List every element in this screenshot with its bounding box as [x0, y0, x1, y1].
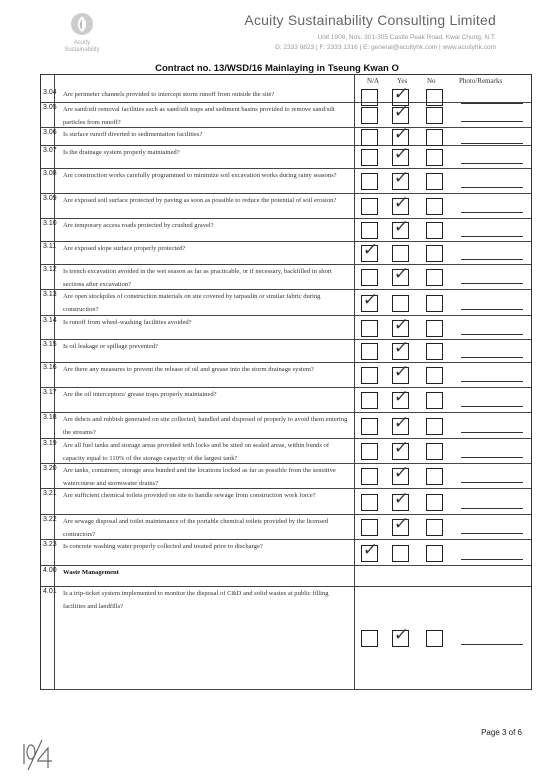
checklist-row [41, 339, 531, 363]
remarks-field[interactable] [461, 406, 523, 407]
check-mark-icon: ✓ [392, 413, 410, 433]
checkbox-na[interactable] [361, 222, 378, 239]
item-number: 3.04 [43, 89, 57, 96]
checklist-row [41, 168, 531, 194]
item-question: Are all fuel tanks and storage areas provided with locks and be sited on sealed areas, within bunds of capacity equal to 110% of the storage capacity of the largest tank? [63, 442, 330, 462]
checkbox-na[interactable] [361, 343, 378, 360]
remarks-field[interactable] [461, 357, 523, 358]
checkbox-yes[interactable] [392, 545, 409, 562]
item-question: Is concrete washing water properly collected and treated prior to discharge? [63, 543, 263, 550]
checkbox-no[interactable] [426, 222, 443, 239]
logo-text: Acuity Sustainability [64, 40, 100, 53]
item-number: 3.20 [43, 465, 57, 472]
remarks-field[interactable] [461, 309, 523, 310]
item-number: 3.09 [43, 195, 57, 202]
checklist-row [41, 102, 531, 128]
page-number: Page 3 of 6 [481, 728, 522, 737]
item-question: Are there any measures to prevent the release of oil and grease into the storm drainage system? [63, 366, 314, 373]
item-number: 3.08 [43, 170, 57, 177]
remarks-field[interactable] [461, 533, 523, 534]
section-row [41, 565, 531, 587]
checkbox-na[interactable] [361, 519, 378, 536]
item-question: Are sufficient chemical toilets provided on site to handle sewage from construction work force? [63, 492, 316, 499]
item-number: 3.07 [43, 147, 57, 154]
checklist-row [41, 124, 531, 146]
checklist-row [41, 241, 531, 265]
remarks-field[interactable] [461, 143, 523, 144]
checkbox-na[interactable] [361, 468, 378, 485]
item-number: 3.22 [43, 516, 57, 523]
checkbox-no[interactable] [426, 519, 443, 536]
checkbox-na[interactable] [361, 392, 378, 409]
check-mark-icon: ✓ [392, 217, 410, 237]
checkbox-no[interactable] [426, 468, 443, 485]
item-question: Are debris and rubbish generated on site collected, handled and disposed of properly to avoid them entering the streams? [63, 416, 348, 436]
checkbox-na[interactable] [361, 494, 378, 511]
item-question: Are open stockpiles of construction materials on site covered by tarpaulin or similar fabric during construction? [63, 293, 321, 313]
remarks-field[interactable] [461, 259, 523, 260]
remarks-field[interactable] [461, 121, 523, 122]
checkbox-na[interactable] [361, 418, 378, 435]
checkbox-no[interactable] [426, 107, 443, 124]
item-number: 3.13 [43, 291, 57, 298]
item-number: 3.23 [43, 541, 57, 548]
item-question: Are construction works carefully programmed to minimize soil excavation works during rainy seasons? [63, 172, 337, 179]
checkbox-no[interactable] [426, 149, 443, 166]
handwritten-note [18, 734, 58, 774]
check-mark-icon: ✓ [392, 438, 410, 458]
checkbox-na[interactable] [361, 198, 378, 215]
company-address [275, 33, 496, 53]
checkbox-na[interactable] [361, 149, 378, 166]
item-question: Is a trip-ticket system implemented to monitor the disposal of C&D and solid wastes at public filling facilities and landfills? [63, 590, 329, 610]
check-mark-icon: ✓ [392, 338, 410, 358]
checkbox-no[interactable] [426, 320, 443, 337]
check-mark-icon: ✓ [392, 124, 410, 144]
checklist-row [41, 315, 531, 340]
checkbox-na[interactable] [361, 630, 378, 647]
check-mark-icon: ✓ [392, 144, 410, 164]
remarks-field[interactable] [461, 644, 523, 645]
checklist-row [41, 264, 531, 290]
company-logo [60, 10, 104, 56]
item-question: Are temporary access roads protected by crushed gravel? [63, 222, 214, 229]
item-question: Is the drainage system properly maintained? [63, 149, 180, 156]
checklist-row [41, 84, 531, 104]
column-header-yes: Yes [397, 77, 408, 85]
check-mark-icon: ✓ [392, 387, 410, 407]
item-number: 3.15 [43, 341, 57, 348]
check-mark-icon: ✓ [361, 540, 379, 560]
remarks-field[interactable] [461, 334, 523, 335]
check-mark-icon: ✓ [392, 362, 410, 382]
item-number: 4.01 [43, 588, 57, 595]
checklist-row [41, 438, 531, 464]
item-number: 3.19 [43, 440, 57, 447]
item-question: Is trench excavation avoided in the wet season as far as practicable, or if necessary, backfilled in short sections after excavation? [63, 268, 332, 288]
checklist-row [41, 145, 531, 169]
checkbox-na[interactable] [361, 107, 378, 124]
checklist-row [41, 488, 531, 515]
checkbox-no[interactable] [426, 367, 443, 384]
item-number: 3.12 [43, 266, 57, 273]
contract-title: Contract no. 13/WSD/16 Mainlaying in Tseung Kwan O [155, 63, 399, 74]
item-number: 3.05 [43, 104, 57, 111]
check-mark-icon: ✓ [392, 625, 410, 645]
checklist-table [40, 74, 532, 690]
checklist-row [41, 412, 531, 439]
remarks-field[interactable] [461, 457, 523, 458]
item-number: 3.10 [43, 220, 57, 227]
check-mark-icon: ✓ [392, 463, 410, 483]
check-mark-icon: ✓ [392, 168, 410, 188]
checklist-row [41, 289, 531, 316]
check-mark-icon: ✓ [392, 102, 410, 122]
check-mark-icon: ✓ [392, 84, 410, 104]
column-header-remarks: Photo/Remarks [459, 77, 503, 85]
item-question: Are perimeter channels provided to intercept storm runoff from outside the site? [63, 91, 275, 98]
item-question: Are the oil interceptors/ grease traps properly maintained? [63, 391, 217, 398]
checkbox-na[interactable] [361, 173, 378, 190]
item-number: 3.17 [43, 389, 57, 396]
checkbox-yes[interactable] [392, 295, 409, 312]
contact-line: D: 2333 6823 | F: 2333 1316 | E: general@acuityhk.com | www.acuityhk.com [275, 44, 496, 51]
item-number: 3.18 [43, 414, 57, 421]
checkbox-na[interactable] [361, 320, 378, 337]
checkbox-no[interactable] [426, 545, 443, 562]
checklist-row [41, 539, 531, 566]
item-question: Are sand/silt removal facilities such as sand/silt traps and sediment basins provided to remove sand/silt particles from runoff? [63, 106, 335, 126]
column-header-na: N/A [367, 77, 380, 85]
checkbox-no[interactable] [426, 173, 443, 190]
checklist-row [41, 193, 531, 219]
item-question: Are exposed slope surface properly protected? [63, 245, 186, 252]
item-question: Are tanks, containers, storage area bunded and the locations locked as far as possible from the sensitive watercourse and stormwater drains? [63, 467, 336, 487]
item-question: Is oil leakage or spillage prevented? [63, 343, 159, 350]
remarks-field[interactable] [461, 283, 523, 284]
checklist-row [41, 362, 531, 388]
remarks-field[interactable] [461, 236, 523, 237]
column-header-no: No [427, 77, 436, 85]
check-mark-icon: ✓ [392, 193, 410, 213]
remarks-field[interactable] [461, 482, 523, 483]
checkbox-no[interactable] [426, 630, 443, 647]
checkbox-no[interactable] [426, 418, 443, 435]
check-mark-icon: ✓ [392, 489, 410, 509]
checklist-row [41, 586, 531, 690]
checklist-row [41, 514, 531, 540]
checkbox-no[interactable] [426, 494, 443, 511]
item-number: 3.14 [43, 317, 57, 324]
section-title: Waste Management [63, 569, 119, 576]
check-mark-icon: ✓ [361, 240, 379, 260]
remarks-field[interactable] [461, 508, 523, 509]
check-mark-icon: ✓ [361, 290, 379, 310]
item-question: Is runoff from wheel-washing facilities avoided? [63, 319, 192, 326]
item-question: Is surface runoff diverted to sedimentation facilities? [63, 131, 203, 138]
checkbox-na[interactable] [361, 269, 378, 286]
checkbox-na[interactable] [361, 367, 378, 384]
checklist-row [41, 218, 531, 242]
checklist-row [41, 387, 531, 413]
remarks-field[interactable] [461, 163, 523, 164]
checkbox-yes[interactable] [392, 245, 409, 262]
item-number: 3.16 [43, 364, 57, 371]
letterhead [0, 0, 554, 62]
checkbox-no[interactable] [426, 295, 443, 312]
checkbox-no[interactable] [426, 443, 443, 460]
checkbox-no[interactable] [426, 392, 443, 409]
company-name: Acuity Sustainability Consulting Limited [244, 12, 496, 28]
check-mark-icon: ✓ [392, 315, 410, 335]
item-question: Are sewage disposal and toilet maintenance of the portable chemical toilets provided by the licensed contractors? [63, 518, 329, 538]
checkbox-no[interactable] [426, 343, 443, 360]
checkbox-na[interactable] [361, 129, 378, 146]
item-number: 4.00 [43, 567, 57, 574]
item-question: Are exposed soil surface protected by paving as soon as possible to reduce the potential of soil erosion? [63, 197, 337, 204]
address-line: Unit 1908, Nos. 301-305 Castle Peak Road, Kwai Chung, N.T. [317, 34, 496, 41]
checkbox-no[interactable] [426, 129, 443, 146]
remarks-field[interactable] [461, 381, 523, 382]
item-number: 3.21 [43, 490, 57, 497]
remarks-field[interactable] [461, 559, 523, 560]
item-number: 3.06 [43, 129, 57, 136]
remarks-field[interactable] [461, 212, 523, 213]
check-mark-icon: ✓ [392, 264, 410, 284]
checkbox-no[interactable] [426, 245, 443, 262]
item-number: 3.11 [43, 243, 57, 250]
remarks-field[interactable] [461, 187, 523, 188]
checklist-row [41, 463, 531, 489]
checkbox-no[interactable] [426, 198, 443, 215]
checkbox-no[interactable] [426, 269, 443, 286]
checkbox-na[interactable] [361, 443, 378, 460]
remarks-field[interactable] [461, 432, 523, 433]
check-mark-icon: ✓ [392, 514, 410, 534]
